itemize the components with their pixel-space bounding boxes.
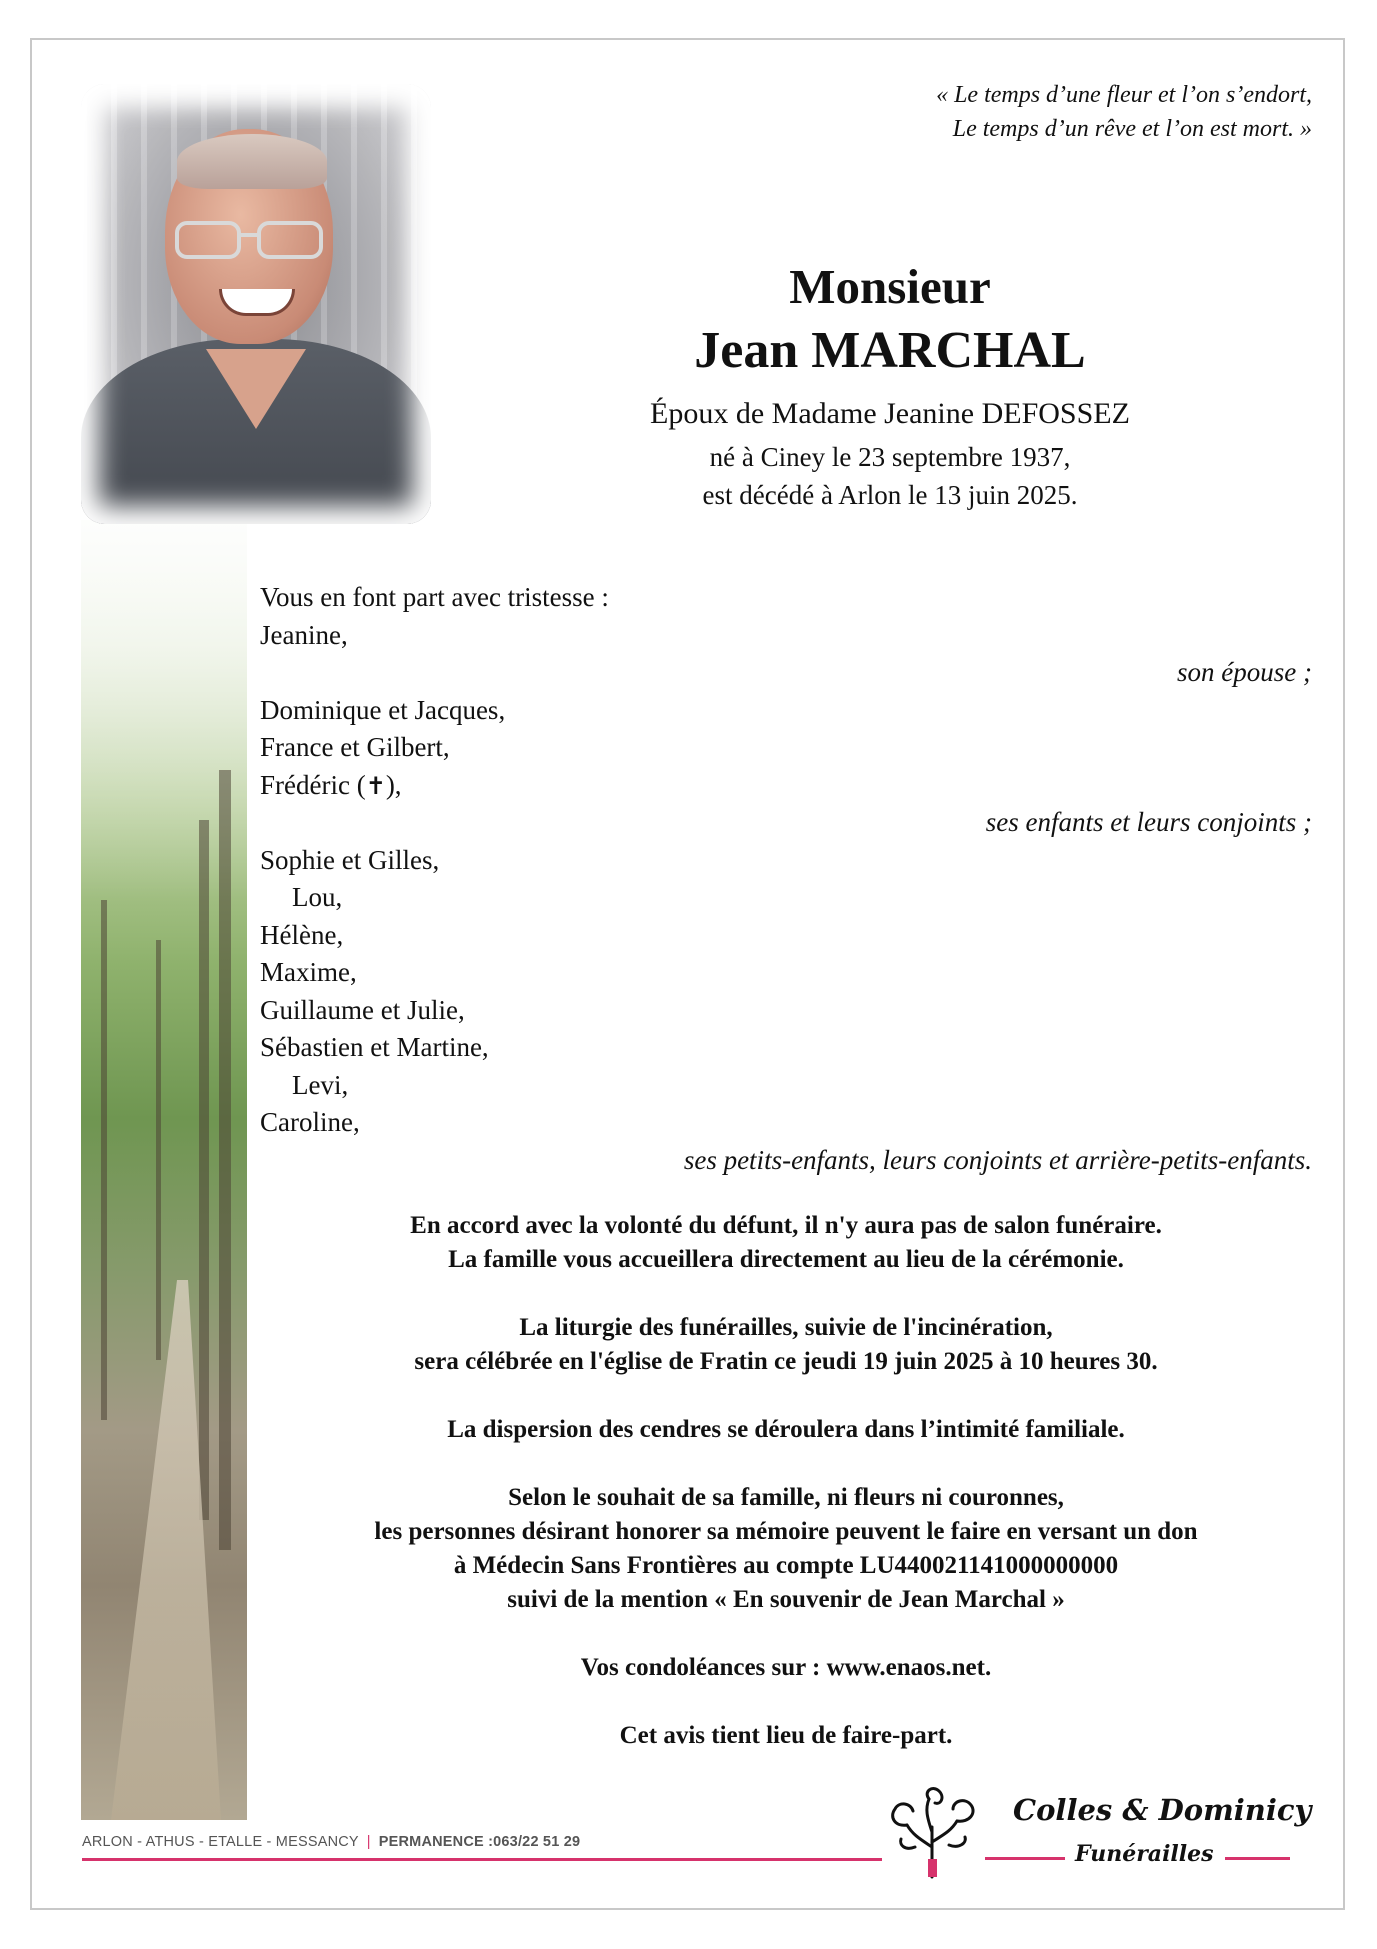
- notice-liturgy: [260, 1311, 1312, 1379]
- list-item: Sophie et Gilles,: [260, 844, 440, 875]
- birth-line: né à Ciney le 23 septembre 1937,: [709, 442, 1071, 472]
- footer-separator: |: [366, 1834, 371, 1850]
- quote-line-2: Le temps d’un rêve et l’on est mort. »: [952, 116, 1312, 142]
- family-intro: Vous en font part avec tristesse :: [260, 582, 609, 612]
- spouse-line: Époux de Madame Jeanine DEFOSSEZ: [650, 397, 1130, 430]
- permanence-label: PERMANENCE :: [378, 1834, 494, 1850]
- footer-locations: ARLON - ATHUS - ETALLE - MESSANCY: [82, 1834, 359, 1850]
- list-item: Guillaume et Julie,: [260, 994, 465, 1025]
- notice-line: En accord avec la volonté du défunt, il n'y aura pas de salon funéraire.: [410, 1212, 1162, 1239]
- forest-path-photo: [81, 520, 247, 1820]
- notice-line: les personnes désirant honorer sa mémoire peuvent le faire en versant un don: [374, 1518, 1198, 1545]
- notice-condolences: [260, 1651, 1312, 1685]
- notice-line: Selon le souhait de sa famille, ni fleurs ni couronnes,: [508, 1484, 1064, 1511]
- brand-rule-left: [985, 1857, 1065, 1860]
- brand-name: Colles & Dominicy: [1013, 1793, 1312, 1827]
- notice-line: à Médecin Sans Frontières au compte LU440021141000000000: [453, 1552, 1119, 1579]
- footer-contact: [82, 1834, 580, 1850]
- notice-line: sera célébrée en l'église de Fratin ce jeudi 19 juin 2025 à 10 heures 30.: [414, 1348, 1158, 1375]
- list-item-deceased-child: [260, 767, 1312, 805]
- condolences-link: Vos condoléances sur : www.enaos.net.: [580, 1654, 992, 1681]
- child-suffix: ),: [385, 769, 402, 800]
- list-item: Dominique et Jacques,: [260, 694, 506, 725]
- list-item: Caroline,: [260, 1107, 360, 1137]
- notice-donation: [260, 1481, 1312, 1617]
- deceased-identity: [480, 258, 1300, 514]
- death-line: est décédé à Arlon le 13 juin 2025.: [702, 480, 1078, 510]
- civility-title: Monsieur: [789, 259, 991, 314]
- deceased-name: Jean MARCHAL: [694, 322, 1086, 379]
- notice-line: La liturgie des funérailles, suivie de l'incinération,: [519, 1314, 1053, 1341]
- list-item: Lou,: [292, 882, 343, 912]
- epigraph-quote: [612, 78, 1312, 146]
- tree-logo-icon: [885, 1787, 980, 1879]
- list-item: Levi,: [292, 1069, 349, 1100]
- list-item: Sébastien et Martine,: [260, 1032, 489, 1062]
- portrait-photo: [81, 84, 431, 524]
- latin-cross-icon: ✝: [365, 771, 386, 800]
- list-item: France et Gilbert,: [260, 732, 450, 762]
- notice-line: La famille vous accueillera directement au lieu de la cérémonie.: [448, 1246, 1124, 1273]
- notice-line: suivi de la mention « En souvenir de Jean Marchal »: [507, 1586, 1065, 1613]
- footer-divider: [82, 1858, 882, 1861]
- brand-subtitle: Funérailles: [1075, 1841, 1214, 1867]
- list-item: Jeanine,: [260, 619, 348, 650]
- notice-line: La dispersion des cendres se déroulera dans l’intimité familiale.: [447, 1416, 1125, 1443]
- brand-rule-right: [1225, 1857, 1290, 1860]
- funeral-home-logo: [885, 1785, 1312, 1885]
- notice-closing: [260, 1719, 1312, 1753]
- notice-ashes: [260, 1413, 1312, 1447]
- quote-line-1: « Le temps d’une fleur et l’on s’endort,: [936, 82, 1312, 108]
- spouse-role: son épouse ;: [1177, 657, 1312, 687]
- grandchildren-role: ses petits-enfants, leurs conjoints et arrière-petits-enfants.: [683, 1144, 1312, 1175]
- list-item: Hélène,: [260, 919, 344, 950]
- child-name: Frédéric (: [260, 769, 366, 800]
- permanence-phone: 063/22 51 29: [493, 1834, 581, 1850]
- children-role: ses enfants et leurs conjoints ;: [985, 807, 1312, 837]
- funeral-notices: [260, 1209, 1312, 1787]
- notice-line: Cet avis tient lieu de faire-part.: [619, 1722, 953, 1749]
- family-list: [260, 579, 1312, 1179]
- list-item: Maxime,: [260, 957, 357, 987]
- notice-no-wake: [260, 1209, 1312, 1277]
